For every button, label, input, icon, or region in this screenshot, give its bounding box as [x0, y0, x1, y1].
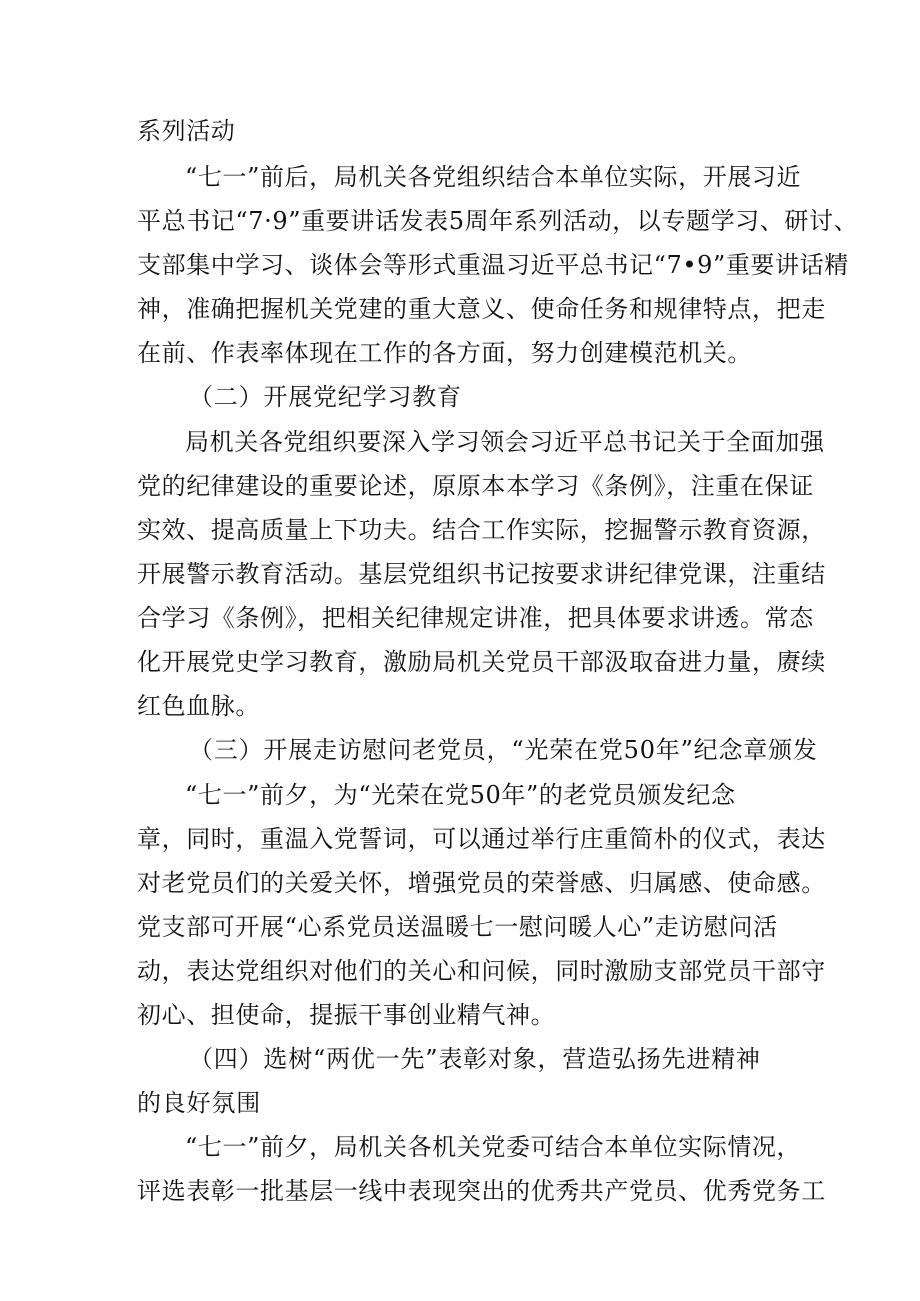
text-line: 对老党员们的关爱关怀，增强党员的荣誉感、归属感、使命感。 [137, 869, 826, 897]
text-line: 化开展党史学习教育，激励局机关党员干部汲取奋进力量，赓续 [137, 648, 826, 676]
text-line: 在前、作表率体现在工作的各方面，努力创建模范机关。 [137, 339, 752, 367]
text-line: 支部集中学习、谈体会等形式重温习近平总书记“7•9”重要讲话精 [137, 251, 849, 279]
text-line: 实效、提高质量上下功夫。结合工作实际，挖掘警示教育资源， [137, 516, 826, 544]
text-line: 党的纪律建设的重要论述，原原本本学习《条例》，注重在保证 [137, 472, 814, 500]
section-heading: 的良好氛围 [137, 1089, 261, 1117]
text-line: 初心、担使命，提振干事创业精气神。 [137, 1001, 556, 1029]
section-heading: （二）开展党纪学习教育 [189, 383, 462, 411]
text-line: 红色血脉。 [137, 692, 260, 720]
text-line: 平总书记“7·9”重要讲话发表5周年系列活动，以专题学习、研讨、 [137, 207, 859, 235]
section-heading: （四）选树“两优一先”表彰对象，营造弘扬先进精神 [189, 1045, 761, 1073]
text-line: 系列活动 [137, 117, 236, 145]
section-heading: （三）开展走访慰问老党员，“光荣在党50年”纪念章颁发 [189, 736, 818, 764]
text-line: “七一”前后，局机关各党组织结合本单位实际，开展习近 [185, 163, 802, 191]
text-line: 局机关各党组织要深入学习领会习近平总书记关于全面加强 [185, 428, 825, 456]
text-line: 动，表达党组织对他们的关心和问候，同时激励支部党员干部守 [137, 957, 826, 985]
text-line: 党支部可开展“心系党员送温暖七一慰问暖人心”走访慰问活 [137, 913, 778, 941]
text-line: 合学习《条例》，把相关纪律规定讲准，把具体要求讲透。常态 [137, 604, 814, 632]
text-line: 评选表彰一批基层一线中表现突出的优秀共产党员、优秀党务工 [137, 1177, 826, 1205]
text-line: 章，同时，重温入党誓词，可以通过举行庄重简朴的仪式，表达 [137, 825, 826, 853]
text-line: 开展警示教育活动。基层党组织书记按要求讲纪律党课，注重结 [137, 560, 826, 588]
text-line: 神，准确把握机关党建的重大意义、使命任务和规律特点，把走 [137, 295, 826, 323]
text-line: “七一”前夕，局机关各机关党委可结合本单位实际情况， [185, 1133, 802, 1161]
text-line: “七一”前夕，为“光荣在党50年”的老党员颁发纪念 [185, 781, 736, 809]
